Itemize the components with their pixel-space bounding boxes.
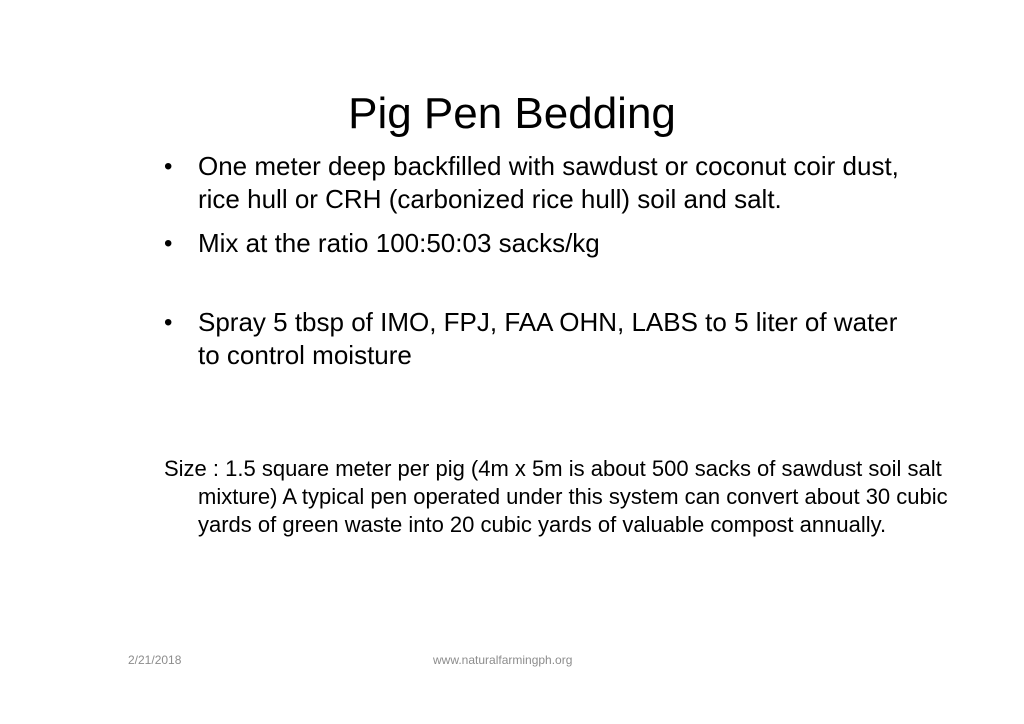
bullet-text: Spray 5 tbsp of IMO, FPJ, FAA OHN, LABS to 5 liter of water to control moisture	[198, 307, 898, 370]
bullet-icon: •	[164, 230, 173, 257]
bullet-list	[160, 150, 920, 372]
bullet-item	[160, 150, 920, 216]
bullet-icon: •	[164, 153, 173, 180]
slide-title: Pig Pen Bedding	[348, 89, 676, 138]
bullet-item	[160, 306, 920, 372]
footer-date: 2/21/2018	[128, 653, 182, 667]
size-paragraph: Size : 1.5 square meter per pig (4m x 5m is about 500 sacks of sawdust soil salt mixture) A typical pen operated under this system can convert about 30 cubic yards of green waste into 20 cubic yards of valuable compost annually.	[164, 456, 948, 537]
bullet-item	[160, 227, 920, 260]
footer-url: www.naturalfarmingph.org	[433, 653, 573, 667]
bullet-text: One meter deep backfilled with sawdust or coconut coir dust, rice hull or CRH (carbonized rice hull) soil and salt.	[198, 151, 899, 214]
bullet-icon: •	[164, 309, 173, 336]
bullet-text: Mix at the ratio 100:50:03 sacks/kg	[198, 228, 600, 258]
